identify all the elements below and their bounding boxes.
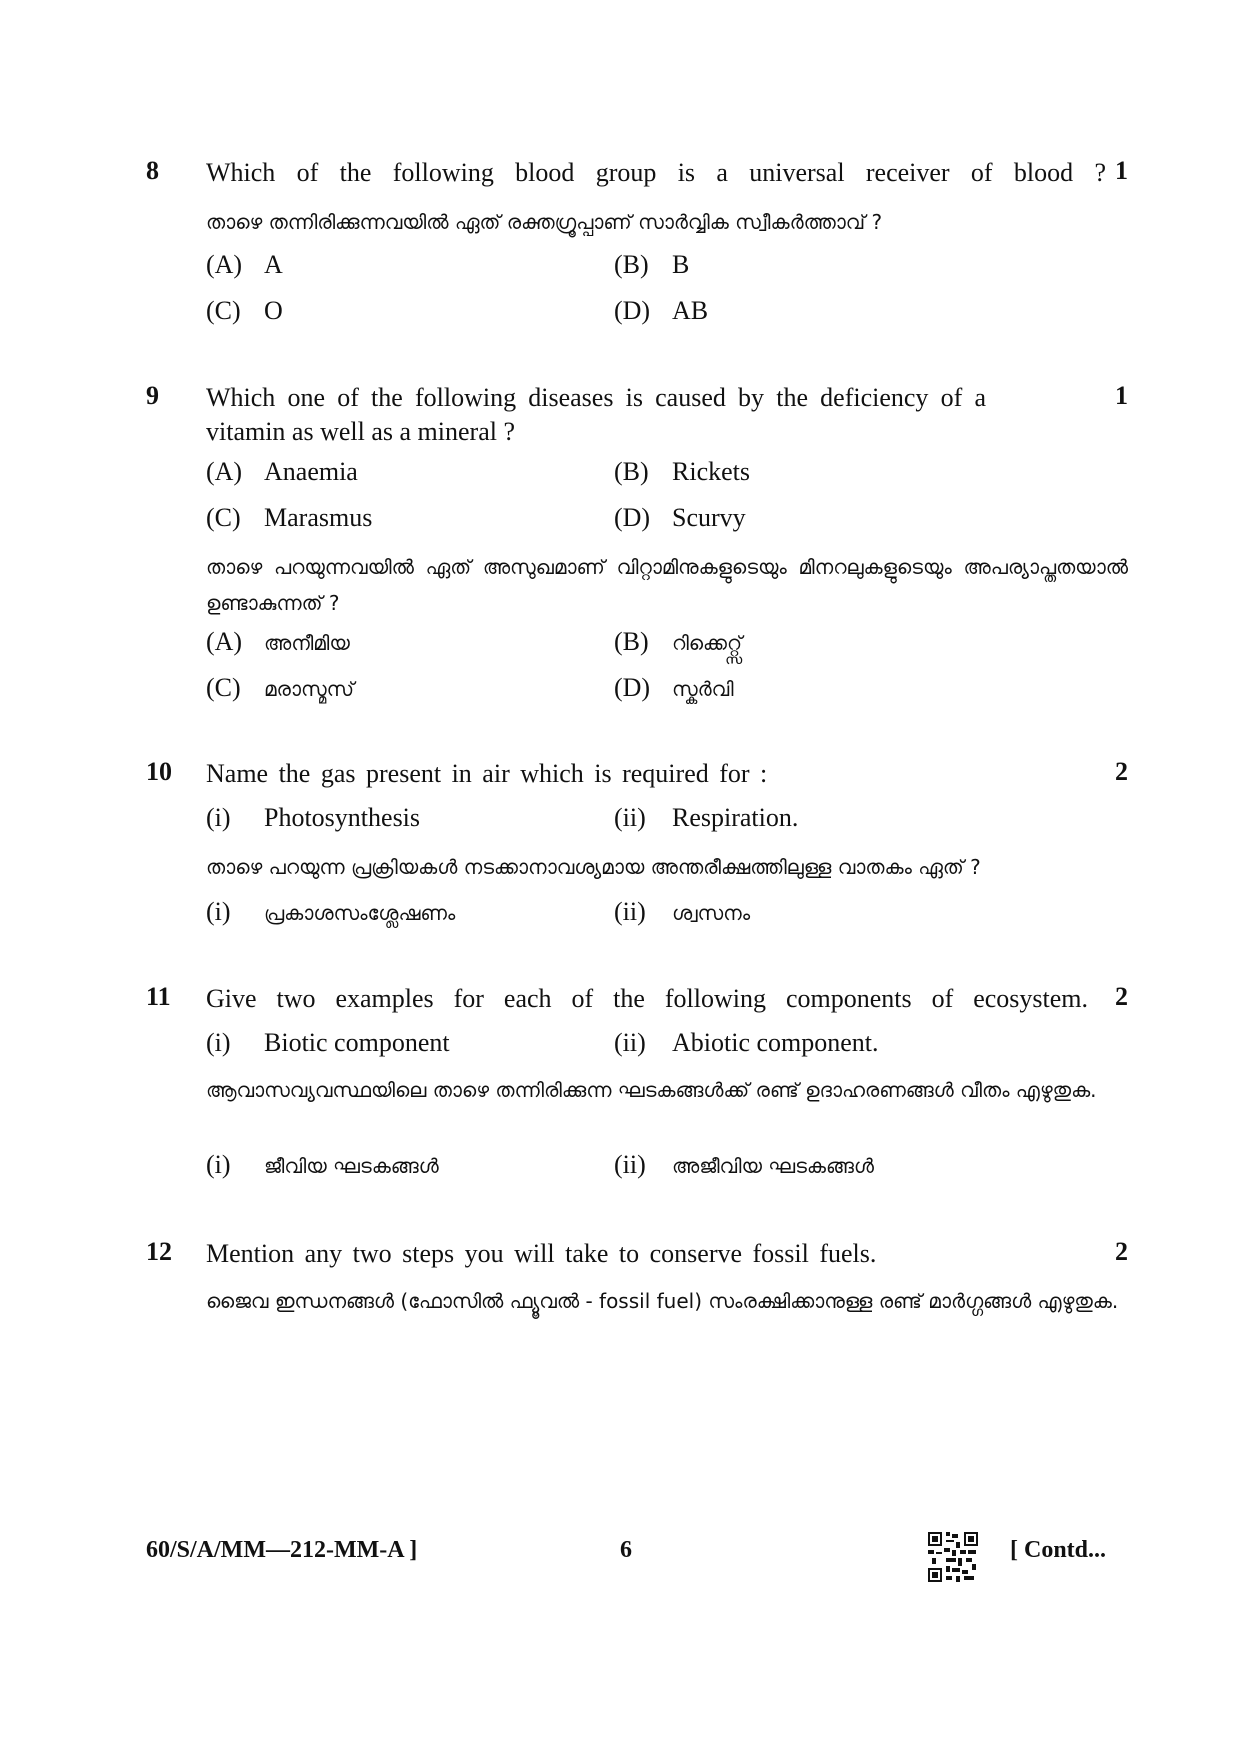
question-11 [146,982,1128,1202]
question-12 [146,1237,1128,1377]
question-marks: 2 [1115,1237,1128,1266]
question-marks: 2 [1115,982,1128,1011]
question-10 [146,757,1128,957]
option-a-en: (A) Anaemia [206,457,358,486]
question-text-en: Give two examples for each of the following components of ecosystem. [206,984,1088,1013]
option-c-ml: (C) മരാസ്മസ് [206,673,355,702]
question-text-en: Which of the following blood group is a universal receiver of blood ? [206,158,1106,187]
option-ii-en: (ii) Abiotic component. [614,1028,879,1057]
option-d: (D) AB [614,296,709,325]
question-number: 11 [146,982,171,1011]
qr-code-icon [928,1532,978,1582]
question-text-ml: താഴെ പറയുന്നവയിൽ ഏത് അസുഖമാണ് വിറ്റാമിനുകളുടെയും മിനറലുകളുടെയും അപര്യാപ്തതയാൽ ഉണ്ടാകുന്നത് ? [206,555,1128,615]
option-i-en: (i) Biotic component [206,1028,450,1057]
question-number: 9 [146,381,159,410]
option-b: (B) B [614,250,690,279]
question-text-ml: ആവാസവ്യവസ്ഥയിലെ താഴെ തന്നിരിക്കുന്ന ഘടകങ്ങൾക്ക് രണ്ട് ഉദാഹരണങ്ങൾ വീതം എഴുതുക. [206,1078,1097,1102]
option-ii-ml: (ii) ശ്വസനം [614,897,751,926]
option-a-ml: (A) അനീമിയ [206,627,350,656]
question-text-en: Which one of the following diseases is caused by the deficiency of a vitamin as well as a mineral ? [206,383,986,446]
question-text-ml: ജൈവ ഇന്ധനങ്ങൾ (ഫോസിൽ ഫ്യൂവൽ - fossil fuel) സംരക്ഷിക്കാനുള്ള രണ്ട് മാർഗ്ഗങ്ങൾ എഴുതുക. [206,1289,1119,1313]
option-b-en: (B) Rickets [614,457,750,486]
continued-note: [ Contd... [1010,1537,1107,1563]
question-text-ml: താഴെ പറയുന്ന പ്രക്രിയകൾ നടക്കാനാവശ്യമായ അന്തരീക്ഷത്തിലുള്ള വാതകം ഏത് ? [206,855,981,879]
paper-code: 60/S/A/MM—212-MM-A ] [146,1537,418,1563]
question-marks: 1 [1115,381,1128,410]
question-9 [146,381,1128,701]
question-text-en: Name the gas present in air which is required for : [206,759,768,788]
option-ii-ml: (ii) അജീവിയ ഘടകങ്ങൾ [614,1150,874,1179]
option-i-en: (i) Photosynthesis [206,803,421,832]
question-marks: 2 [1115,757,1128,786]
question-number: 12 [146,1237,172,1266]
option-i-ml: (i) ജീവിയ ഘടകങ്ങൾ [206,1150,439,1179]
question-number: 10 [146,757,172,786]
option-d-ml: (D) സ്കർവി [614,673,734,702]
question-marks: 1 [1115,156,1128,185]
option-c: (C) O [206,296,283,325]
question-number: 8 [146,156,159,185]
option-i-ml: (i) പ്രകാശസംശ്ലേഷണം [206,897,456,926]
question-text-ml: താഴെ തന്നിരിക്കുന്നവയിൽ ഏത് രക്തഗ്രൂപ്പാണ് സാർവ്വിക സ്വീകർത്താവ് ? [206,210,883,234]
page-number: 6 [620,1537,632,1563]
option-d-en: (D) Scurvy [614,503,746,532]
option-ii-en: (ii) Respiration. [614,803,799,832]
option-c-en: (C) Marasmus [206,503,373,532]
option-a: (A) A [206,250,283,279]
question-text-en: Mention any two steps you will take to conserve fossil fuels. [206,1239,877,1268]
question-8 [146,156,1128,356]
option-b-ml: (B) റിക്കെറ്റ്സ് [614,627,743,656]
